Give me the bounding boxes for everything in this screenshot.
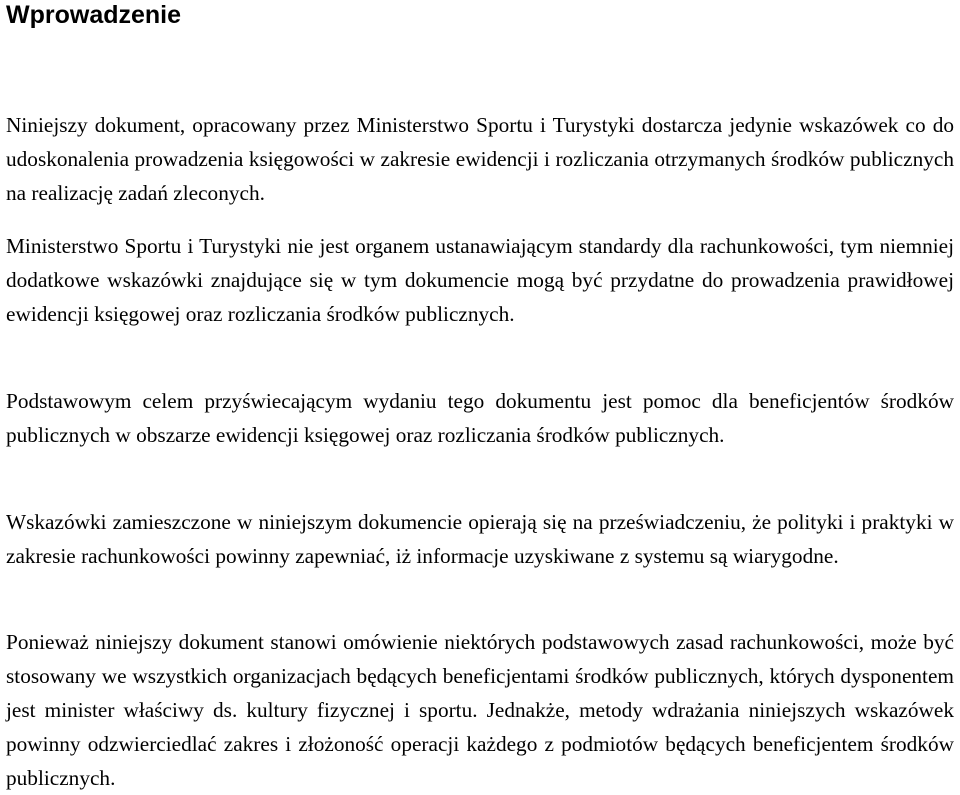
paragraph-1: Niniejszy dokument, opracowany przez Ministerstwo Sportu i Turystyki dostarcza jedynie wskazówek co do udoskonalenia prowadzenia księgowości w zakresie ewidencji i rozliczania otrzymanych środków publicznych na realizację zadań zleconych. bbox=[6, 113, 954, 205]
page-title: Wprowadzenie bbox=[6, 1, 182, 29]
paragraph-2: Ministerstwo Sportu i Turystyki nie jest organem ustanawiającym standardy dla rachunkowości, tym niemniej dodatkowe wskazówki znajdujące się w tym dokumencie mogą być przydatne do prowadzenia prawidłowej ewidencji księgowej oraz rozliczania środków publicznych. bbox=[6, 234, 954, 326]
paragraph-4: Wskazówki zamieszczone w niniejszym dokumencie opierają się na przeświadczeniu, że polityki i praktyki w zakresie rachunkowości powinny zapewniać, iż informacje uzyskiwane z systemu są wiarygodne. bbox=[6, 510, 954, 568]
paragraph-5: Ponieważ niniejszy dokument stanowi omówienie niektórych podstawowych zasad rachunkowości, może być stosowany we wszystkich organizacjach będących beneficjentami środków publicznych, których dysponentem jest minister właściwy ds. kultury fizycznej i sportu. Jednakże, metody wdrażania niniejszych wskazówek powinny odzwierciedlać zakres i złożoność operacji każdego z podmiotów będących beneficjentem środków publicznych. bbox=[6, 630, 954, 790]
paragraph-3: Podstawowym celem przyświecającym wydaniu tego dokumentu jest pomoc dla beneficjentów środków publicznych w obszarze ewidencji księgowej oraz rozliczania środków publicznych. bbox=[6, 389, 954, 447]
